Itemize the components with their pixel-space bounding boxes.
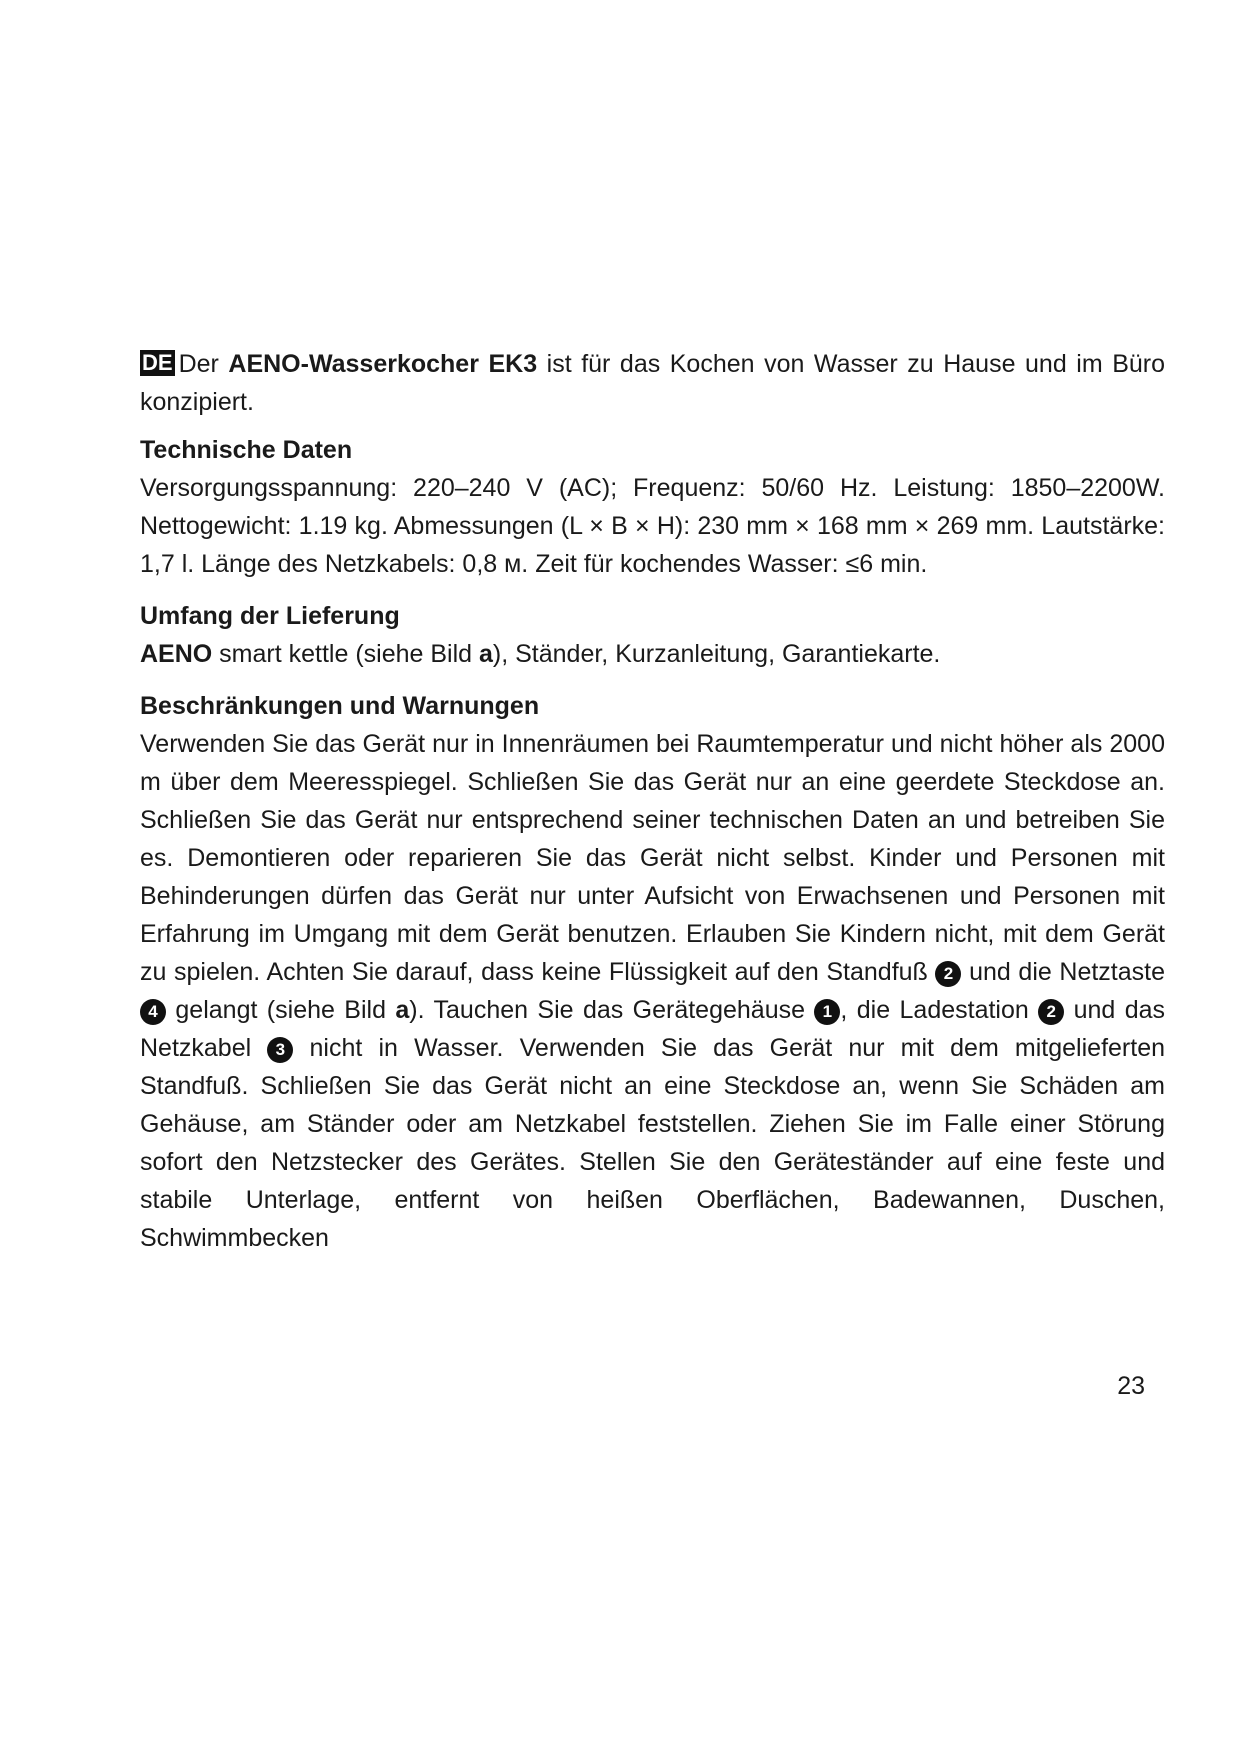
warnings-text-1: Verwenden Sie das Gerät nur in Innenräumen bei Raumtemperatur und nicht höher als 2000 m über dem Meeresspiegel. Schließen Sie das Gerät nur an eine geerdete Steckdose an. Schließen Sie das Gerät nur entsprechend seiner technischen Daten an und betreiben Sie es. Demontieren oder reparieren Sie das Gerät nicht selbst. Kinder und Personen mit Behinderungen dürfen das Gerät nur unter Aufsicht von Erwachsenen und Personen mit Erfahrung im Umgang mit dem Gerät benutzen. Erlauben Sie Kindern nicht, mit dem Gerät zu spielen. Achten Sie darauf, dass keine Flüssigkeit auf den Standfuß (140, 730, 1165, 986)
warnings-text-6: und das Netzkabel (140, 996, 1165, 1062)
number-2-icon: 2 (935, 961, 961, 987)
intro-text-pre: Der (178, 350, 229, 378)
intro-paragraph (140, 345, 1165, 421)
number-4-icon: 4 (140, 999, 166, 1025)
delivery-title: Umfang der Lieferung (140, 602, 400, 630)
delivery-text (140, 635, 1165, 673)
number-3-icon: 3 (267, 1037, 293, 1063)
language-badge: DE (142, 350, 173, 375)
number-2-icon: 2 (1038, 999, 1064, 1025)
warnings-text-2: und die Netztaste (961, 958, 1166, 986)
warnings-text-4: ). Tauchen Sie das Gerätegehäuse (409, 996, 815, 1024)
tech-data-text: Versorgungsspannung: 220–240 V (AC); Frequenz: 50/60 Hz. Leistung: 1850–2200W. Nettogewicht: 1.19 kg. Abmessungen (L × B × H): 230 mm × 168 mm × 269 mm. Lautstärke: 1,7 l. Länge des Netzkabels: 0,8 м. Zeit für kochendes Wasser: ≤6 min. (140, 474, 1165, 578)
warnings-title: Beschränkungen und Warnungen (140, 692, 540, 720)
page-content (140, 345, 1165, 1257)
warnings-text (140, 725, 1165, 1257)
figure-ref: a (479, 640, 493, 668)
product-name: AENO-Wasserkocher EK3 (228, 350, 538, 378)
figure-ref: a (395, 996, 410, 1024)
tech-data-title: Technische Daten (140, 436, 353, 464)
delivery-text-2: ), Ständer, Kurzanleitung, Garantiekarte. (492, 640, 941, 668)
page-number: 23 (1117, 1372, 1145, 1400)
warnings-text-3: gelangt (siehe Bild (166, 996, 396, 1024)
warnings-text-5: , die Ladestation (840, 996, 1039, 1024)
brand-name: AENO (140, 640, 213, 668)
number-1-icon: 1 (814, 999, 840, 1025)
intro-text-post: ist für das Kochen von Wasser zu Hause und im Büro konzipiert. (140, 350, 1165, 416)
warnings-text-7: nicht in Wasser. Verwenden Sie das Gerät nur mit dem mitgelieferten Standfuß. Schließen Sie das Gerät nicht an eine Steckdose an, wenn Sie Schäden am Gehäuse, am Ständer oder am Netzkabel feststellen. Ziehen Sie im Falle einer Störung sofort den Netzstecker des Gerätes. Stellen Sie den Geräteständer auf eine feste und stabile Unterlage, entfernt von heißen Oberflächen, Badewannen, Duschen, Schwimmbecken (140, 1034, 1165, 1252)
delivery-text-1: smart kettle (siehe Bild (212, 640, 479, 668)
